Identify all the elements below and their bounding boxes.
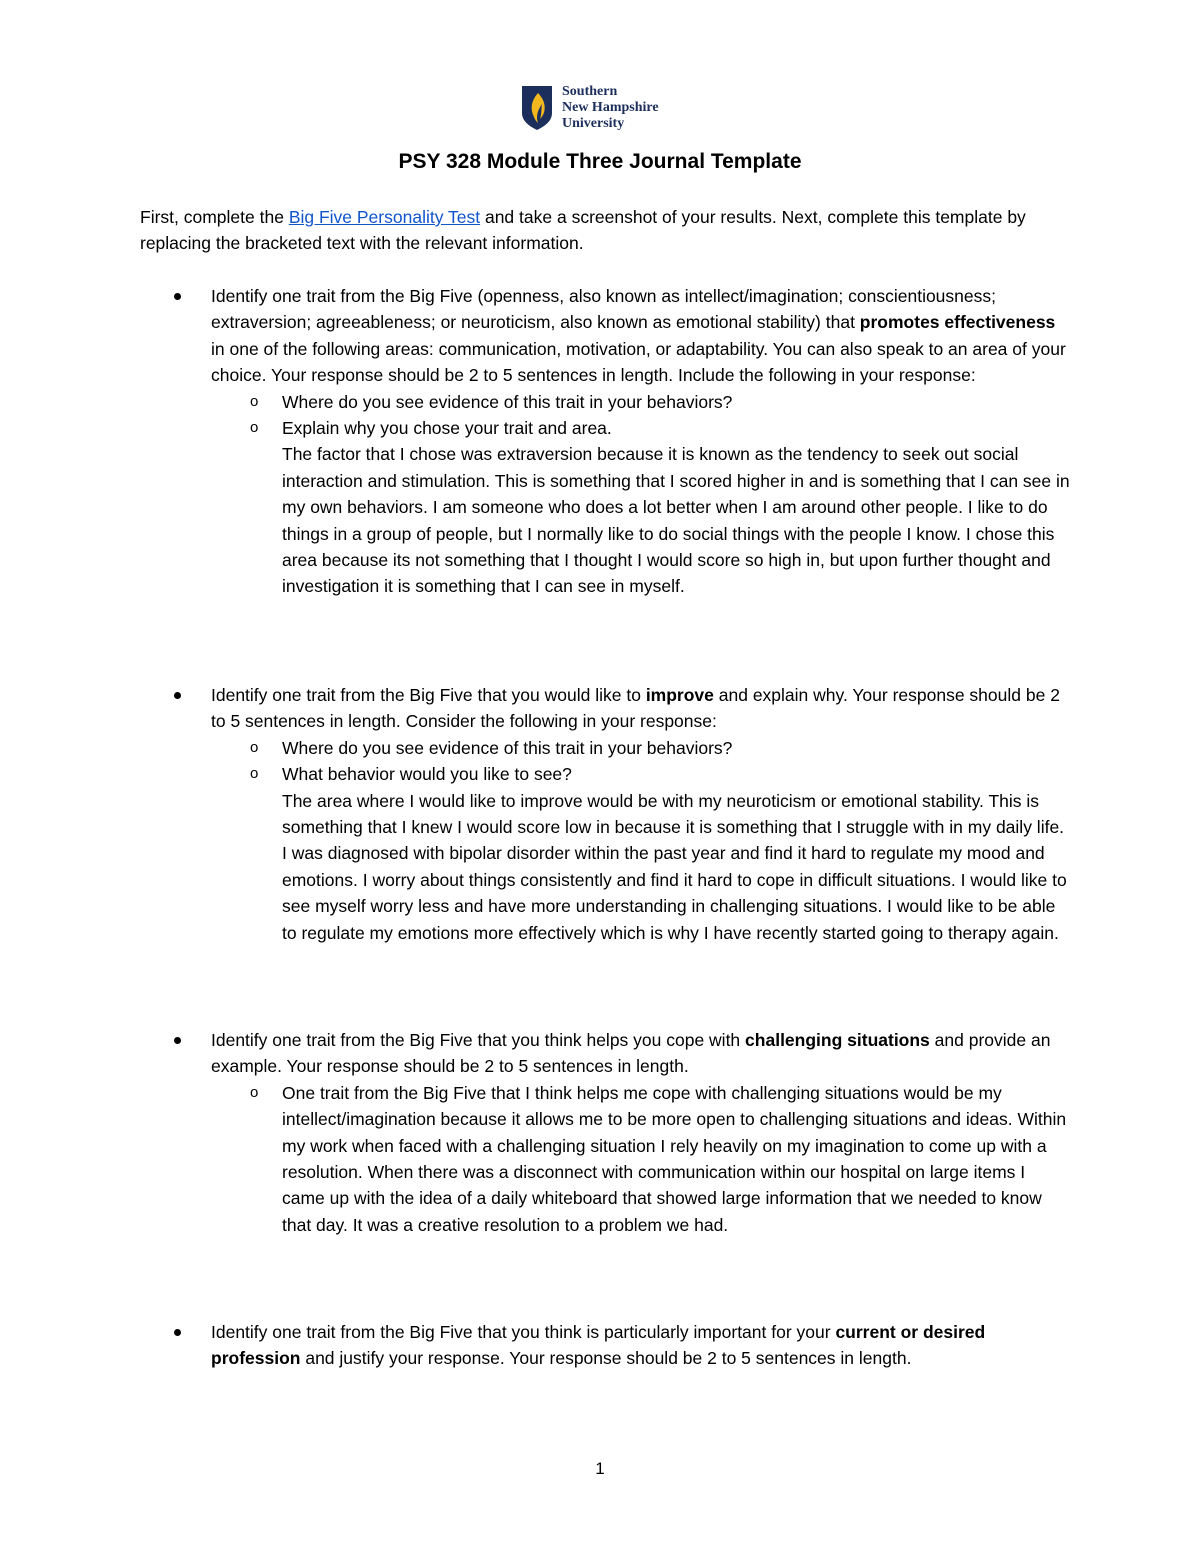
section-1-answer: The factor that I chose was extraversion because it is known as the tendency to seek out social interaction and stimulation. This is something that I scored higher in and is something that I can see in my own behaviors. I am someone who does a lot better when I am around other people. I like to do things in a group of people, but I normally like to do social things with the people I know. I chose this area because its not something that I thought I would score so high in, but upon further thought and investigation it is something that I can see in myself.	[282, 444, 1070, 597]
section-3-sub-1-text: One trait from the Big Five that I think helps me cope with challenging situations would be my intellect/imagination because it allows me to be more open to challenging situations and ideas. Within my work when faced with a challenging situation I rely heavily on my imagination to come up with a resolution. When there was a disconnect with communication within our hospital on large items I came up with the idea of a daily whiteboard that showed large information that we needed to know that day. It was a creative resolution to a problem we had.	[282, 1082, 1067, 1235]
section-4-prompt-before: Identify one trait from the Big Five that you think is particularly important for your	[211, 1322, 836, 1342]
bullet-icon	[174, 692, 181, 699]
logo-line-2: New Hampshire	[562, 100, 659, 115]
section-2-sub-2	[140, 761, 1070, 787]
section-4	[140, 1319, 1070, 1372]
section-1-sub-2-text: Explain why you chose your trait and area.	[282, 418, 612, 439]
section-2-sub-1-text: Where do you see evidence of this trait in your behaviors?	[282, 737, 733, 758]
page-number: 1	[595, 1459, 605, 1478]
logo-line-3: University	[562, 116, 625, 131]
shield-icon	[521, 85, 553, 131]
section-3-prompt-after: and provide an example. Your response should be 2 to 5 sentences in length.	[211, 1030, 1051, 1077]
sub-bullet-icon: o	[250, 392, 259, 410]
bullet-icon	[174, 293, 181, 300]
section-2-prompt-after: and explain why. Your response should be 2 to 5 sentences in length. Consider the following in your response:	[211, 685, 1060, 732]
section-2-answer: The area where I would like to improve would be with my neuroticism or emotional stability. This is something that I knew I would score low in because it is something that I struggle with in my daily life. I was diagnosed with bipolar disorder within the past year and find it hard to regulate my mood and emotions. I worry about things consistently and find it hard to cope in difficult situations. I would like to see myself worry less and have more understanding in challenging situations. I would like to be able to regulate my emotions more effectively which is why I have recently started going to therapy again.	[282, 790, 1067, 943]
intro-text-after: and take a screenshot of your results. Next, complete this template by replacing the bracketed text with the relevant information.	[140, 207, 1026, 254]
section-1-prompt-before: Identify one trait from the Big Five (openness, also known as intellect/imagination; conscientiousness; extraversion; agreeableness; or neuroticism, also known as emotional stability) that	[211, 286, 996, 333]
section-3-prompt-bold: challenging situations	[745, 1030, 930, 1050]
bullet-icon	[174, 1329, 181, 1336]
section-1-sub-2	[140, 415, 1070, 441]
snhu-logo	[521, 84, 659, 132]
section-1-prompt-bold: promotes effectiveness	[859, 312, 1056, 333]
logo-line-1: Southern	[562, 84, 618, 99]
sub-bullet-icon: o	[250, 738, 259, 756]
section-2-sub-2-text: What behavior would you like to see?	[282, 764, 572, 785]
section-4-prompt-bold: current or desired profession	[211, 1322, 986, 1369]
bullet-icon	[174, 1037, 181, 1044]
section-3-sub-1	[140, 1080, 1070, 1238]
section-1-prompt-after: in one of the following areas: communication, motivation, or adaptability. You can also speak to an area of your choice. Your response should be 2 to 5 sentences in length. Include the following in your response:	[211, 338, 1066, 386]
section-3	[140, 1027, 1070, 1238]
section-1-prompt	[140, 283, 1070, 389]
section-1-sub-1-text: Where do you see evidence of this trait in your behaviors?	[282, 391, 733, 412]
intro-text-before: First, complete the	[140, 207, 289, 227]
section-2-prompt-before: Identify one trait from the Big Five that you would like to	[211, 685, 646, 705]
section-1	[140, 283, 1070, 600]
section-2-prompt	[140, 682, 1070, 735]
section-2	[140, 682, 1070, 946]
section-2-prompt-bold: improve	[645, 685, 714, 705]
section-2-sub-1	[140, 735, 1070, 761]
section-1-sub-1	[140, 389, 1070, 415]
section-4-prompt-after: and justify your response. Your response should be 2 to 5 sentences in length.	[300, 1348, 912, 1369]
sub-bullet-icon: o	[250, 419, 259, 437]
section-3-prompt-before: Identify one trait from the Big Five that you think helps you cope with	[211, 1030, 746, 1050]
section-4-prompt	[140, 1319, 1070, 1372]
document-title: PSY 328 Module Three Journal Template	[398, 150, 802, 173]
sub-bullet-icon: o	[250, 765, 259, 783]
intro-paragraph	[140, 204, 1060, 257]
big-five-test-link[interactable]: Big Five Personality Test	[288, 207, 481, 227]
logo-text	[562, 84, 659, 132]
section-3-prompt	[140, 1027, 1070, 1080]
sub-bullet-icon: o	[250, 1083, 259, 1101]
